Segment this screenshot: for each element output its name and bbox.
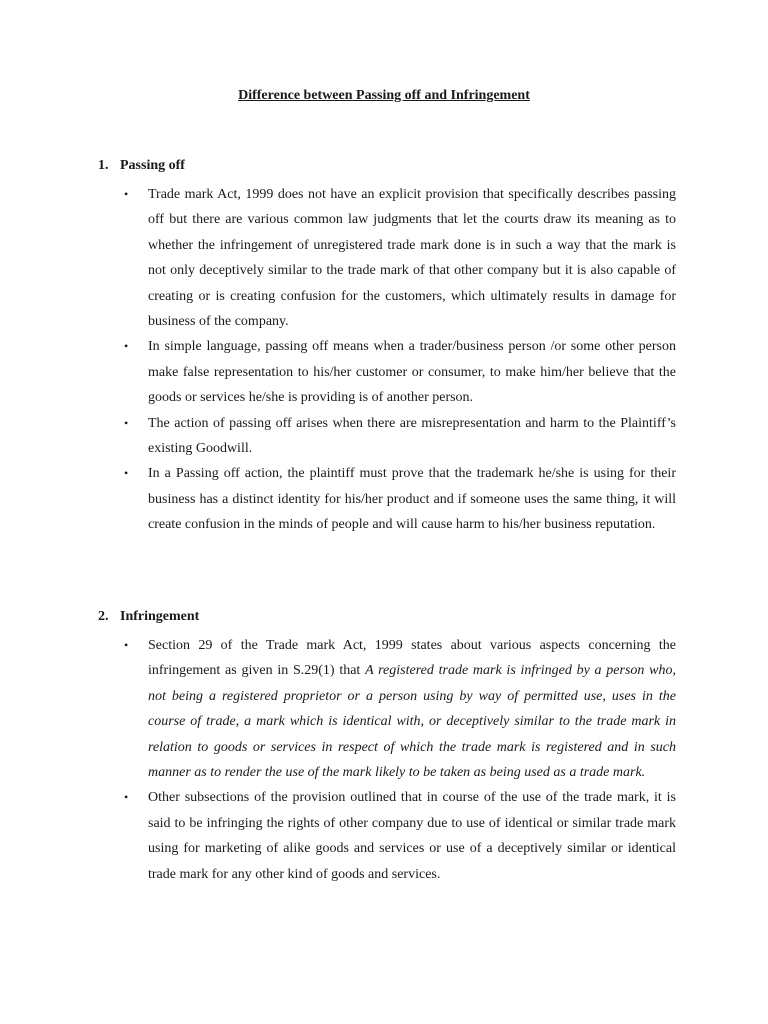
list-item	[98, 633, 676, 785]
section-number: 1.	[98, 158, 109, 173]
section-title: Passing off	[120, 158, 185, 173]
bullet-icon: •	[124, 415, 129, 430]
bullet-icon: •	[124, 466, 129, 481]
list-item	[98, 785, 676, 887]
section-infringement	[98, 607, 676, 887]
list-item-text: The action of passing off arises when there are misrepresentation and harm to the Plaintiff’s existing Goodwill.	[148, 415, 676, 457]
bullet-icon: •	[124, 638, 129, 652]
statute-quote: A registered trade mark is infringed by a person who, not being a registered proprietor or a person using by way of permitted use, uses in the course of trade, a mark which is identical with, or deceptively similar to the trade mark in relation to goods or services in respect of which the trade mark is registered and in such manner as to render the use of the mark likely to be taken as being used as a trade mark.	[148, 663, 676, 781]
list-item	[98, 182, 676, 334]
list-item-text: In a Passing off action, the plaintiff must prove that the trademark he/she is using for their business has a distinct identity for his/her product and if someone uses the same thing, it will create confusion in the minds of people and will cause harm to his/her business reputation.	[148, 466, 676, 533]
list-item-text: Trade mark Act, 1999 does not have an explicit provision that specifically describes passing off but there are various common law judgments that let the courts draw its meaning as to whether the infringement of unregistered trade mark done is in such a way that the mark is not only deceptively similar to the trade mark of that other company but it is also capable of creating or is creating confusion for the customers, which ultimately results in damage for business of the company.	[148, 187, 676, 330]
bullet-icon: •	[124, 339, 129, 354]
section-title: Infringement	[120, 609, 200, 624]
list-item	[98, 411, 676, 462]
section-heading	[98, 607, 676, 627]
section-passing-off	[98, 156, 676, 538]
bullet-icon: •	[124, 187, 129, 201]
bullet-list	[98, 633, 676, 887]
bullet-icon: •	[124, 790, 129, 805]
list-item	[98, 461, 676, 537]
list-item-text: In simple language, passing off means when a trader/business person /or some other person make false representation to his/her customer or consumer, to make him/her believe that the goods or services he/she is providing is of another person.	[148, 339, 676, 406]
list-item-text: Other subsections of the provision outlined that in course of the use of the trade mark, it is said to be infringing the rights of other company due to use of identical or similar trade mark using for marketing of alike goods and services or use of a deceptively similar or identical trade mark for any other kind of goods and services.	[148, 790, 676, 882]
bullet-list	[98, 182, 676, 538]
section-heading	[98, 156, 676, 176]
section-number: 2.	[98, 609, 109, 624]
list-item-text: Section 29 of the Trade mark Act, 1999 states about various aspects concerning the infringement as given in S.29(1) that	[148, 638, 676, 679]
list-item	[98, 334, 676, 410]
document-title: Difference between Passing off and Infringement	[238, 88, 530, 103]
